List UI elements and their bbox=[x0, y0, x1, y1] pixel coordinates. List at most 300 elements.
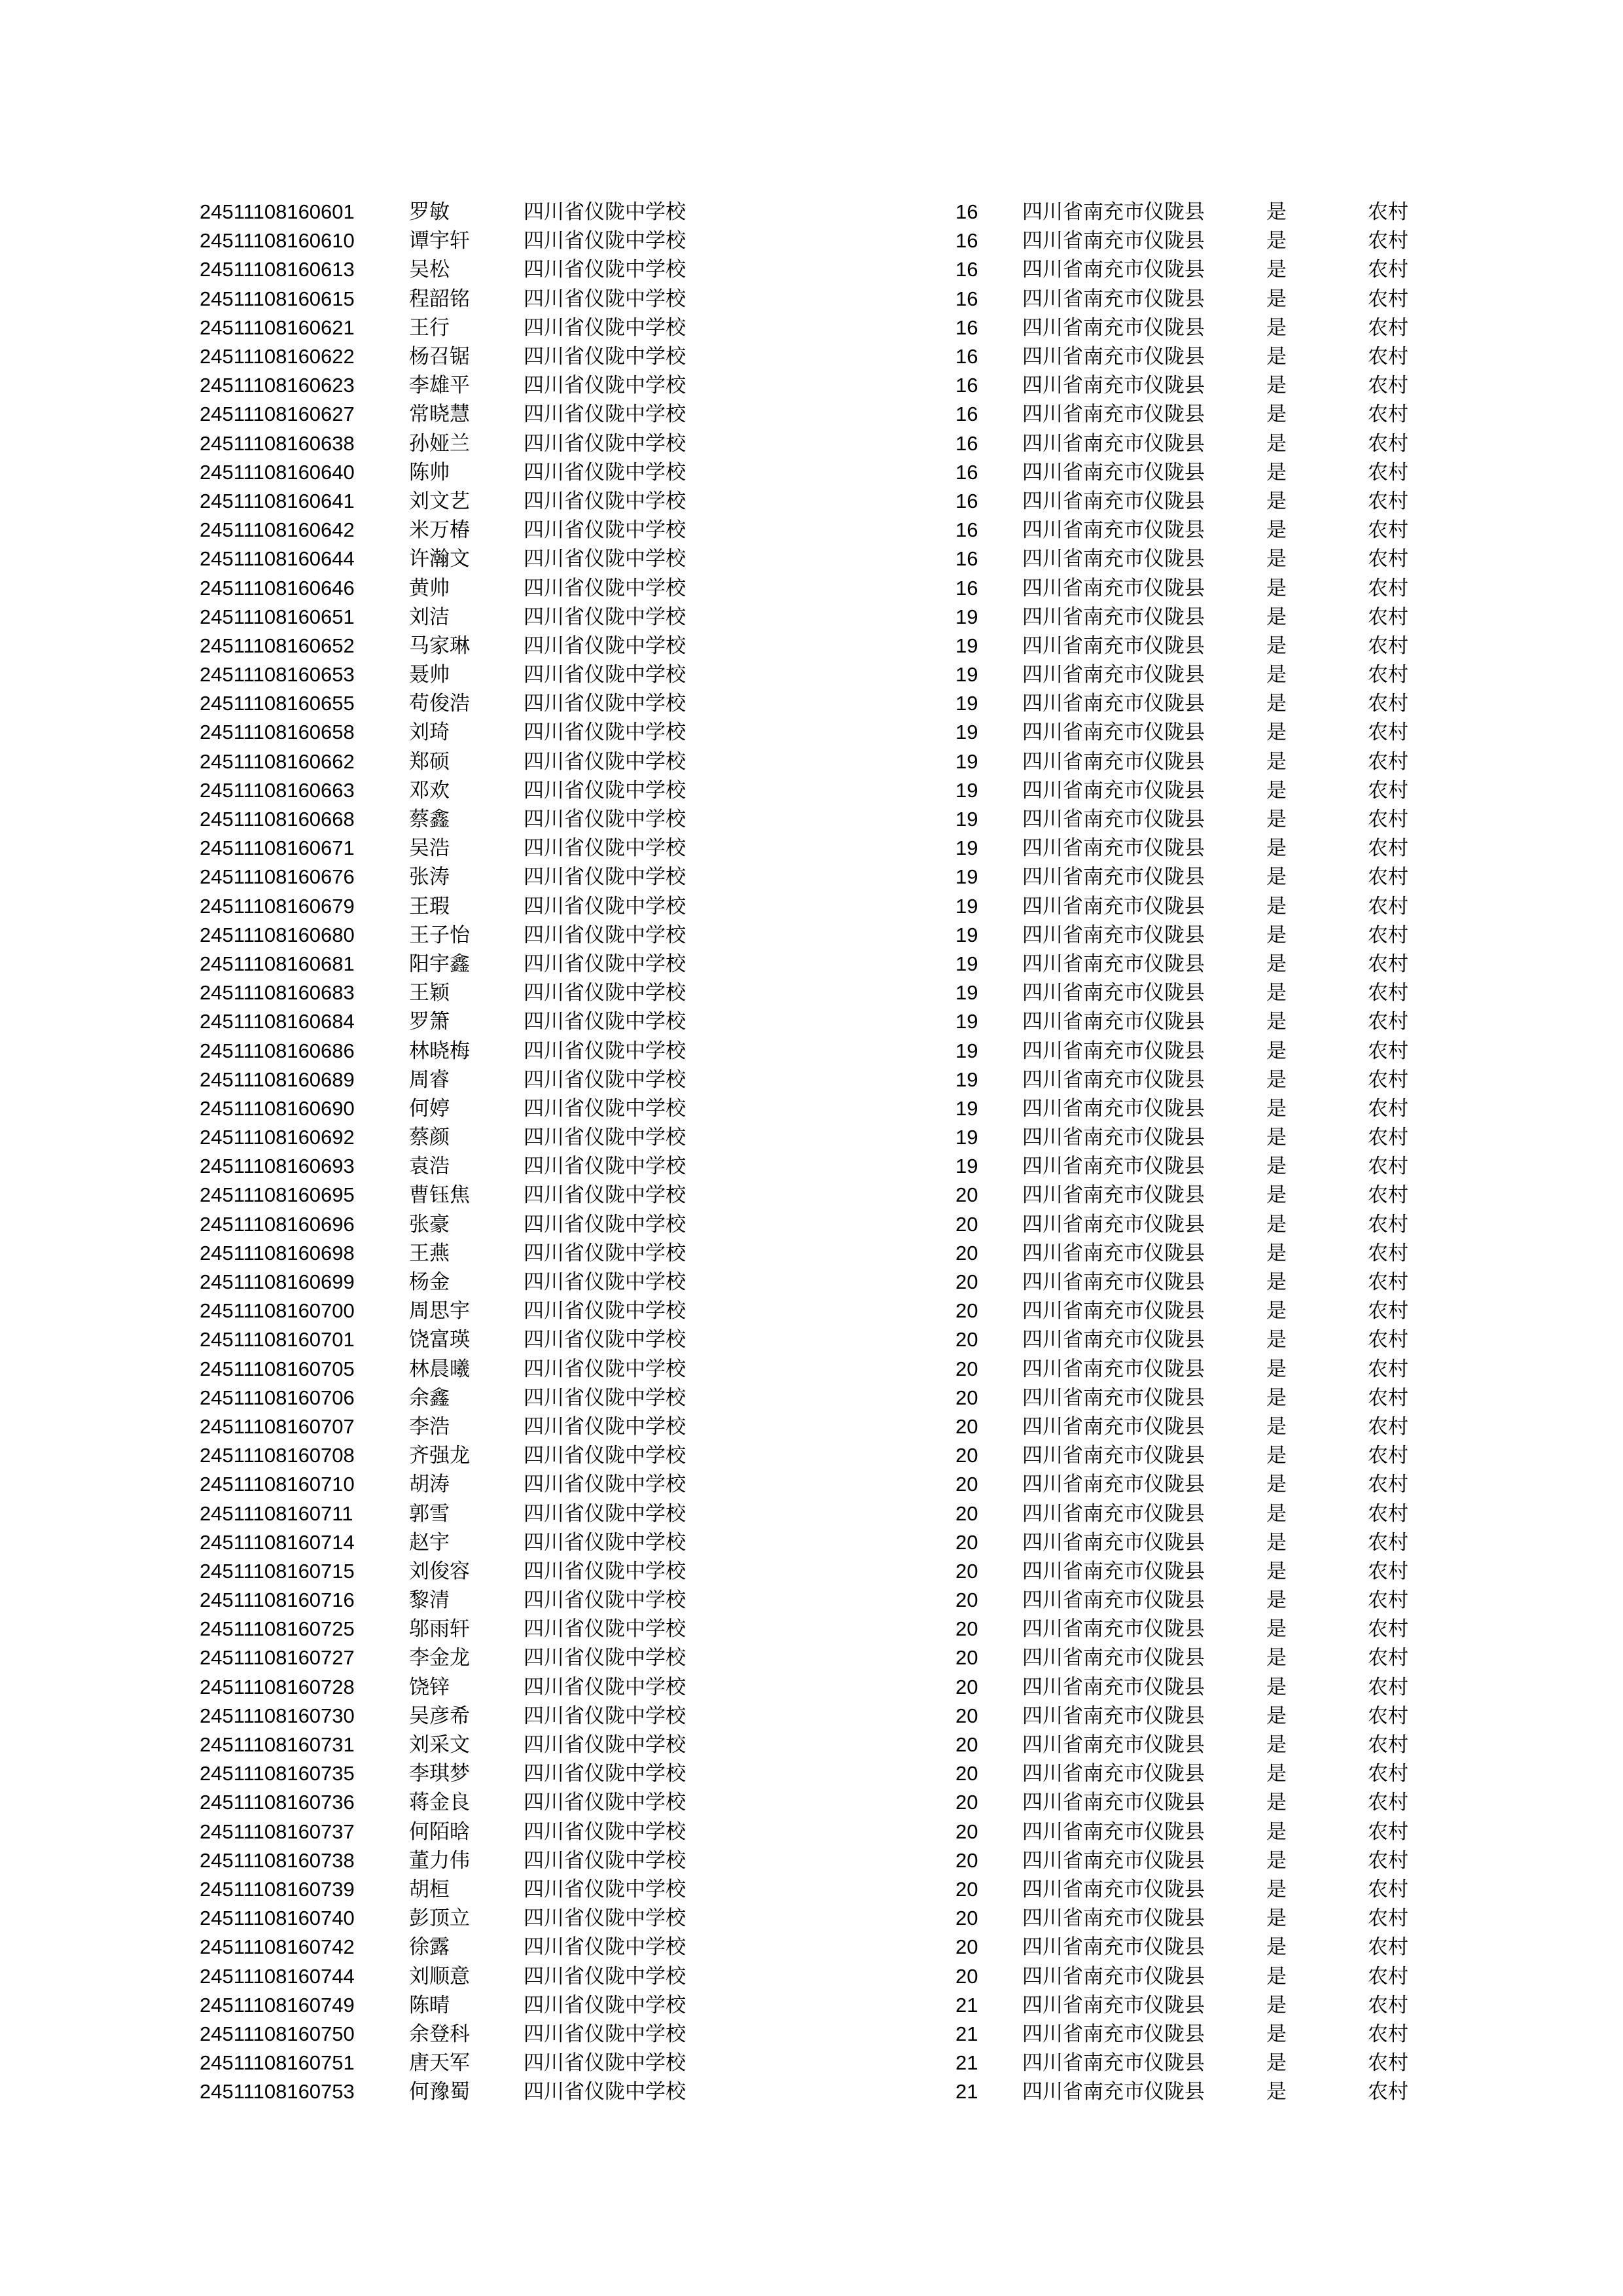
school-name-cell: 四川省仪陇中学校 bbox=[524, 1935, 686, 1960]
number-cell: 19 bbox=[955, 692, 978, 715]
table-row bbox=[200, 689, 1430, 718]
flag-cell: 是 bbox=[1266, 778, 1287, 802]
area-type-cell: 农村 bbox=[1368, 865, 1408, 889]
flag-cell: 是 bbox=[1266, 1270, 1287, 1295]
school-name-cell: 四川省仪陇中学校 bbox=[524, 489, 686, 513]
area-type-cell: 农村 bbox=[1368, 1964, 1408, 1988]
school-name-cell: 四川省仪陇中学校 bbox=[524, 1848, 686, 1873]
candidate-id-cell: 24511108160716 bbox=[200, 1588, 355, 1612]
area-type-cell: 农村 bbox=[1368, 1617, 1408, 1641]
student-name-cell: 郑硕 bbox=[409, 749, 450, 774]
student-name-cell: 王燕 bbox=[409, 1241, 450, 1265]
school-name-cell: 四川省仪陇中学校 bbox=[524, 1096, 686, 1121]
table-row bbox=[200, 573, 1430, 602]
student-name-cell: 邓欢 bbox=[409, 778, 450, 802]
table-row bbox=[200, 545, 1430, 573]
student-name-cell: 聂帅 bbox=[409, 663, 450, 687]
area-type-cell: 农村 bbox=[1368, 576, 1408, 600]
table-row bbox=[200, 226, 1430, 255]
candidate-id-cell: 24511108160679 bbox=[200, 894, 355, 918]
region-cell: 四川省南充市仪陇县 bbox=[1022, 403, 1205, 427]
school-name-cell: 四川省仪陇中学校 bbox=[524, 200, 686, 224]
candidate-id-cell: 24511108160689 bbox=[200, 1067, 355, 1091]
student-name-cell: 王颖 bbox=[409, 981, 450, 1005]
region-cell: 四川省南充市仪陇县 bbox=[1022, 287, 1205, 311]
candidate-id-cell: 24511108160601 bbox=[200, 200, 355, 224]
area-type-cell: 农村 bbox=[1368, 836, 1408, 861]
region-cell: 四川省南充市仪陇县 bbox=[1022, 1675, 1205, 1699]
student-name-cell: 黎清 bbox=[409, 1588, 450, 1613]
table-row bbox=[200, 718, 1430, 747]
region-cell: 四川省南充市仪陇县 bbox=[1022, 1010, 1205, 1034]
school-name-cell: 四川省仪陇中学校 bbox=[524, 1039, 686, 1063]
region-cell: 四川省南充市仪陇县 bbox=[1022, 2080, 1205, 2104]
candidate-id-cell: 24511108160710 bbox=[200, 1473, 355, 1496]
region-cell: 四川省南充市仪陇县 bbox=[1022, 981, 1205, 1005]
region-cell: 四川省南充市仪陇县 bbox=[1022, 518, 1205, 543]
number-cell: 21 bbox=[955, 1993, 978, 2017]
area-type-cell: 农村 bbox=[1368, 952, 1408, 976]
table-row bbox=[200, 1731, 1430, 1759]
area-type-cell: 农村 bbox=[1368, 1704, 1408, 1728]
region-cell: 四川省南充市仪陇县 bbox=[1022, 721, 1205, 745]
region-cell: 四川省南充市仪陇县 bbox=[1022, 1964, 1205, 1988]
student-name-cell: 杨召锯 bbox=[409, 345, 470, 369]
candidate-id-cell: 24511108160739 bbox=[200, 1877, 355, 1901]
region-cell: 四川省南充市仪陇县 bbox=[1022, 1386, 1205, 1410]
candidate-id-cell: 24511108160714 bbox=[200, 1530, 355, 1554]
table-row bbox=[200, 1094, 1430, 1123]
candidate-id-cell: 24511108160753 bbox=[200, 2080, 355, 2104]
flag-cell: 是 bbox=[1266, 894, 1287, 918]
table-row bbox=[200, 950, 1430, 978]
flag-cell: 是 bbox=[1266, 1067, 1287, 1092]
region-cell: 四川省南充市仪陇县 bbox=[1022, 229, 1205, 253]
flag-cell: 是 bbox=[1266, 663, 1287, 687]
area-type-cell: 农村 bbox=[1368, 1126, 1408, 1150]
area-type-cell: 农村 bbox=[1368, 692, 1408, 716]
student-name-cell: 何豫蜀 bbox=[409, 2080, 470, 2104]
student-name-cell: 吴松 bbox=[409, 258, 450, 282]
candidate-id-cell: 24511108160744 bbox=[200, 1964, 355, 1988]
flag-cell: 是 bbox=[1266, 403, 1287, 427]
flag-cell: 是 bbox=[1266, 1588, 1287, 1613]
area-type-cell: 农村 bbox=[1368, 1791, 1408, 1815]
candidate-id-cell: 24511108160638 bbox=[200, 431, 355, 455]
school-name-cell: 四川省仪陇中学校 bbox=[524, 836, 686, 861]
candidate-id-cell: 24511108160728 bbox=[200, 1675, 355, 1698]
flag-cell: 是 bbox=[1266, 923, 1287, 947]
number-cell: 20 bbox=[955, 1964, 978, 1988]
flag-cell: 是 bbox=[1266, 576, 1287, 600]
number-cell: 19 bbox=[955, 894, 978, 918]
area-type-cell: 农村 bbox=[1368, 315, 1408, 340]
flag-cell: 是 bbox=[1266, 2080, 1287, 2104]
table-row bbox=[200, 2077, 1430, 2106]
region-cell: 四川省南充市仪陇县 bbox=[1022, 1299, 1205, 1323]
region-cell: 四川省南充市仪陇县 bbox=[1022, 374, 1205, 398]
flag-cell: 是 bbox=[1266, 952, 1287, 976]
number-cell: 19 bbox=[955, 865, 978, 889]
school-name-cell: 四川省仪陇中学校 bbox=[524, 287, 686, 311]
school-name-cell: 四川省仪陇中学校 bbox=[524, 1877, 686, 1901]
school-name-cell: 四川省仪陇中学校 bbox=[524, 1241, 686, 1265]
school-name-cell: 四川省仪陇中学校 bbox=[524, 1791, 686, 1815]
area-type-cell: 农村 bbox=[1368, 2080, 1408, 2104]
number-cell: 21 bbox=[955, 2051, 978, 2075]
flag-cell: 是 bbox=[1266, 489, 1287, 513]
table-row bbox=[200, 314, 1430, 342]
region-cell: 四川省南充市仪陇县 bbox=[1022, 1877, 1205, 1901]
area-type-cell: 农村 bbox=[1368, 663, 1408, 687]
region-cell: 四川省南充市仪陇县 bbox=[1022, 2022, 1205, 2046]
number-cell: 21 bbox=[955, 2022, 978, 2045]
table-row bbox=[200, 1412, 1430, 1441]
number-cell: 20 bbox=[955, 1762, 978, 1785]
flag-cell: 是 bbox=[1266, 1935, 1287, 1960]
flag-cell: 是 bbox=[1266, 1299, 1287, 1323]
flag-cell: 是 bbox=[1266, 1559, 1287, 1583]
student-name-cell: 孙娅兰 bbox=[409, 431, 470, 456]
table-row bbox=[200, 1528, 1430, 1557]
area-type-cell: 农村 bbox=[1368, 605, 1408, 629]
school-name-cell: 四川省仪陇中学校 bbox=[524, 1530, 686, 1554]
school-name-cell: 四川省仪陇中学校 bbox=[524, 460, 686, 484]
area-type-cell: 农村 bbox=[1368, 981, 1408, 1005]
region-cell: 四川省南充市仪陇县 bbox=[1022, 1762, 1205, 1786]
candidate-id-cell: 24511108160671 bbox=[200, 836, 355, 860]
candidate-id-cell: 24511108160663 bbox=[200, 778, 355, 802]
number-cell: 19 bbox=[955, 605, 978, 628]
candidate-id-cell: 24511108160690 bbox=[200, 1096, 355, 1120]
table-row bbox=[200, 1673, 1430, 1702]
region-cell: 四川省南充市仪陇县 bbox=[1022, 547, 1205, 571]
school-name-cell: 四川省仪陇中学校 bbox=[524, 923, 686, 947]
area-type-cell: 农村 bbox=[1368, 923, 1408, 947]
candidate-id-cell: 24511108160646 bbox=[200, 576, 355, 600]
table-row bbox=[200, 1643, 1430, 1672]
area-type-cell: 农村 bbox=[1368, 403, 1408, 427]
flag-cell: 是 bbox=[1266, 258, 1287, 282]
table-row bbox=[200, 1384, 1430, 1412]
number-cell: 16 bbox=[955, 229, 978, 253]
flag-cell: 是 bbox=[1266, 1907, 1287, 1931]
table-row bbox=[200, 1007, 1430, 1036]
candidate-id-cell: 24511108160683 bbox=[200, 981, 355, 1005]
region-cell: 四川省南充市仪陇县 bbox=[1022, 952, 1205, 976]
flag-cell: 是 bbox=[1266, 1762, 1287, 1786]
flag-cell: 是 bbox=[1266, 1733, 1287, 1757]
table-row bbox=[200, 1586, 1430, 1615]
area-type-cell: 农村 bbox=[1368, 1010, 1408, 1034]
region-cell: 四川省南充市仪陇县 bbox=[1022, 692, 1205, 716]
region-cell: 四川省南充市仪陇县 bbox=[1022, 1067, 1205, 1092]
candidate-id-cell: 24511108160640 bbox=[200, 460, 355, 484]
student-name-cell: 郭雪 bbox=[409, 1501, 450, 1526]
number-cell: 19 bbox=[955, 663, 978, 687]
number-cell: 16 bbox=[955, 345, 978, 368]
area-type-cell: 农村 bbox=[1368, 1820, 1408, 1844]
flag-cell: 是 bbox=[1266, 1414, 1287, 1439]
region-cell: 四川省南充市仪陇县 bbox=[1022, 1126, 1205, 1150]
area-type-cell: 农村 bbox=[1368, 1935, 1408, 1960]
area-type-cell: 农村 bbox=[1368, 1357, 1408, 1381]
student-name-cell: 刘文艺 bbox=[409, 489, 470, 513]
school-name-cell: 四川省仪陇中学校 bbox=[524, 345, 686, 369]
student-name-cell: 刘琦 bbox=[409, 721, 450, 745]
region-cell: 四川省南充市仪陇县 bbox=[1022, 605, 1205, 629]
candidate-id-cell: 24511108160706 bbox=[200, 1386, 355, 1409]
student-name-cell: 彭顶立 bbox=[409, 1907, 470, 1931]
school-name-cell: 四川省仪陇中学校 bbox=[524, 1473, 686, 1497]
table-row bbox=[200, 400, 1430, 429]
area-type-cell: 农村 bbox=[1368, 749, 1408, 774]
table-row bbox=[200, 978, 1430, 1007]
student-name-cell: 何婷 bbox=[409, 1096, 450, 1121]
student-name-cell: 罗箫 bbox=[409, 1010, 450, 1034]
candidate-id-cell: 24511108160642 bbox=[200, 518, 355, 542]
student-name-cell: 李琪梦 bbox=[409, 1762, 470, 1786]
candidate-id-cell: 24511108160693 bbox=[200, 1155, 355, 1178]
area-type-cell: 农村 bbox=[1368, 547, 1408, 571]
flag-cell: 是 bbox=[1266, 634, 1287, 658]
region-cell: 四川省南充市仪陇县 bbox=[1022, 1501, 1205, 1526]
candidate-id-cell: 24511108160622 bbox=[200, 345, 355, 368]
student-name-cell: 吴彦希 bbox=[409, 1704, 470, 1728]
student-name-cell: 米万椿 bbox=[409, 518, 470, 543]
region-cell: 四川省南充市仪陇县 bbox=[1022, 808, 1205, 832]
student-name-cell: 饶锌 bbox=[409, 1675, 450, 1699]
number-cell: 20 bbox=[955, 1646, 978, 1670]
school-name-cell: 四川省仪陇中学校 bbox=[524, 663, 686, 687]
school-name-cell: 四川省仪陇中学校 bbox=[524, 1559, 686, 1583]
area-type-cell: 农村 bbox=[1368, 1328, 1408, 1352]
table-row bbox=[200, 1325, 1430, 1354]
flag-cell: 是 bbox=[1266, 1820, 1287, 1844]
number-cell: 20 bbox=[955, 1935, 978, 1959]
flag-cell: 是 bbox=[1266, 1530, 1287, 1554]
school-name-cell: 四川省仪陇中学校 bbox=[524, 1964, 686, 1988]
area-type-cell: 农村 bbox=[1368, 1183, 1408, 1208]
school-name-cell: 四川省仪陇中学校 bbox=[524, 1444, 686, 1468]
area-type-cell: 农村 bbox=[1368, 1067, 1408, 1092]
school-name-cell: 四川省仪陇中学校 bbox=[524, 374, 686, 398]
number-cell: 16 bbox=[955, 460, 978, 484]
area-type-cell: 农村 bbox=[1368, 1212, 1408, 1236]
school-name-cell: 四川省仪陇中学校 bbox=[524, 1299, 686, 1323]
student-name-cell: 何陌晗 bbox=[409, 1820, 470, 1844]
area-type-cell: 农村 bbox=[1368, 1039, 1408, 1063]
number-cell: 19 bbox=[955, 721, 978, 744]
number-cell: 20 bbox=[955, 1501, 978, 1525]
school-name-cell: 四川省仪陇中学校 bbox=[524, 721, 686, 745]
school-name-cell: 四川省仪陇中学校 bbox=[524, 1762, 686, 1786]
student-name-cell: 余鑫 bbox=[409, 1386, 450, 1410]
student-name-cell: 曹钰焦 bbox=[409, 1183, 470, 1208]
flag-cell: 是 bbox=[1266, 1386, 1287, 1410]
number-cell: 20 bbox=[955, 1559, 978, 1583]
student-name-cell: 苟俊浩 bbox=[409, 692, 470, 716]
number-cell: 19 bbox=[955, 749, 978, 773]
table-row bbox=[200, 805, 1430, 834]
school-name-cell: 四川省仪陇中学校 bbox=[524, 634, 686, 658]
number-cell: 19 bbox=[955, 1039, 978, 1062]
table-row bbox=[200, 1759, 1430, 1788]
student-name-cell: 王瑕 bbox=[409, 894, 450, 918]
flag-cell: 是 bbox=[1266, 345, 1287, 369]
table-row bbox=[200, 342, 1430, 371]
candidate-id-cell: 24511108160658 bbox=[200, 721, 355, 744]
student-name-cell: 李浩 bbox=[409, 1414, 450, 1439]
number-cell: 20 bbox=[955, 1414, 978, 1438]
number-cell: 20 bbox=[955, 1357, 978, 1380]
flag-cell: 是 bbox=[1266, 1357, 1287, 1381]
table-row bbox=[200, 1875, 1430, 1904]
student-name-cell: 齐强龙 bbox=[409, 1444, 470, 1468]
flag-cell: 是 bbox=[1266, 1617, 1287, 1641]
area-type-cell: 农村 bbox=[1368, 1096, 1408, 1121]
area-type-cell: 农村 bbox=[1368, 1588, 1408, 1613]
student-name-cell: 马家琳 bbox=[409, 634, 470, 658]
school-name-cell: 四川省仪陇中学校 bbox=[524, 1675, 686, 1699]
flag-cell: 是 bbox=[1266, 1993, 1287, 2017]
region-cell: 四川省南充市仪陇县 bbox=[1022, 460, 1205, 484]
table-row bbox=[200, 1933, 1430, 1962]
candidate-id-cell: 24511108160701 bbox=[200, 1328, 355, 1352]
region-cell: 四川省南充市仪陇县 bbox=[1022, 1270, 1205, 1295]
number-cell: 16 bbox=[955, 403, 978, 426]
table-row bbox=[200, 1962, 1430, 1990]
candidate-id-cell: 24511108160621 bbox=[200, 315, 355, 339]
student-name-cell: 林晨曦 bbox=[409, 1357, 470, 1381]
table-row bbox=[200, 1355, 1430, 1384]
candidate-id-cell: 24511108160644 bbox=[200, 547, 355, 571]
flag-cell: 是 bbox=[1266, 1096, 1287, 1121]
candidate-id-cell: 24511108160700 bbox=[200, 1299, 355, 1323]
area-type-cell: 农村 bbox=[1368, 2051, 1408, 2075]
flag-cell: 是 bbox=[1266, 315, 1287, 340]
number-cell: 19 bbox=[955, 1096, 978, 1120]
school-name-cell: 四川省仪陇中学校 bbox=[524, 2022, 686, 2046]
area-type-cell: 农村 bbox=[1368, 1848, 1408, 1873]
school-name-cell: 四川省仪陇中学校 bbox=[524, 1733, 686, 1757]
table-row bbox=[200, 1470, 1430, 1499]
number-cell: 20 bbox=[955, 1704, 978, 1727]
table-row bbox=[200, 1557, 1430, 1586]
area-type-cell: 农村 bbox=[1368, 1414, 1408, 1439]
table-row bbox=[200, 516, 1430, 545]
school-name-cell: 四川省仪陇中学校 bbox=[524, 2051, 686, 2075]
number-cell: 20 bbox=[955, 1299, 978, 1323]
student-name-cell: 张豪 bbox=[409, 1212, 450, 1236]
table-row bbox=[200, 776, 1430, 805]
table-row bbox=[200, 255, 1430, 284]
number-cell: 20 bbox=[955, 1212, 978, 1236]
number-cell: 16 bbox=[955, 489, 978, 512]
region-cell: 四川省南充市仪陇县 bbox=[1022, 1559, 1205, 1583]
region-cell: 四川省南充市仪陇县 bbox=[1022, 431, 1205, 456]
school-name-cell: 四川省仪陇中学校 bbox=[524, 258, 686, 282]
student-name-cell: 董力伟 bbox=[409, 1848, 470, 1873]
flag-cell: 是 bbox=[1266, 692, 1287, 716]
candidate-id-cell: 24511108160705 bbox=[200, 1357, 355, 1380]
number-cell: 19 bbox=[955, 778, 978, 802]
number-cell: 20 bbox=[955, 1791, 978, 1814]
student-name-cell: 杨金 bbox=[409, 1270, 450, 1295]
school-name-cell: 四川省仪陇中学校 bbox=[524, 1704, 686, 1728]
flag-cell: 是 bbox=[1266, 287, 1287, 311]
student-name-cell: 李金龙 bbox=[409, 1646, 470, 1670]
school-name-cell: 四川省仪陇中学校 bbox=[524, 894, 686, 918]
region-cell: 四川省南充市仪陇县 bbox=[1022, 576, 1205, 600]
student-name-cell: 罗敏 bbox=[409, 200, 450, 224]
number-cell: 20 bbox=[955, 1617, 978, 1641]
candidate-id-cell: 24511108160676 bbox=[200, 865, 355, 889]
student-name-cell: 周思宇 bbox=[409, 1299, 470, 1323]
candidate-id-cell: 24511108160751 bbox=[200, 2051, 355, 2075]
table-row bbox=[200, 1268, 1430, 1297]
candidate-id-cell: 24511108160725 bbox=[200, 1617, 355, 1641]
school-name-cell: 四川省仪陇中学校 bbox=[524, 1993, 686, 2017]
school-name-cell: 四川省仪陇中学校 bbox=[524, 1067, 686, 1092]
school-name-cell: 四川省仪陇中学校 bbox=[524, 1155, 686, 1179]
candidate-id-cell: 24511108160655 bbox=[200, 692, 355, 715]
flag-cell: 是 bbox=[1266, 460, 1287, 484]
number-cell: 20 bbox=[955, 1820, 978, 1843]
candidate-id-cell: 24511108160627 bbox=[200, 403, 355, 426]
student-name-cell: 蔡颜 bbox=[409, 1126, 450, 1150]
school-name-cell: 四川省仪陇中学校 bbox=[524, 1501, 686, 1526]
school-name-cell: 四川省仪陇中学校 bbox=[524, 1212, 686, 1236]
school-name-cell: 四川省仪陇中学校 bbox=[524, 576, 686, 600]
flag-cell: 是 bbox=[1266, 808, 1287, 832]
flag-cell: 是 bbox=[1266, 981, 1287, 1005]
school-name-cell: 四川省仪陇中学校 bbox=[524, 605, 686, 629]
region-cell: 四川省南充市仪陇县 bbox=[1022, 345, 1205, 369]
area-type-cell: 农村 bbox=[1368, 1993, 1408, 2017]
candidate-id-cell: 24511108160653 bbox=[200, 663, 355, 687]
number-cell: 19 bbox=[955, 981, 978, 1005]
candidate-id-cell: 24511108160707 bbox=[200, 1414, 355, 1438]
flag-cell: 是 bbox=[1266, 749, 1287, 774]
candidate-id-cell: 24511108160652 bbox=[200, 634, 355, 657]
student-name-cell: 许瀚文 bbox=[409, 547, 470, 571]
school-name-cell: 四川省仪陇中学校 bbox=[524, 1357, 686, 1381]
number-cell: 20 bbox=[955, 1675, 978, 1698]
flag-cell: 是 bbox=[1266, 1473, 1287, 1497]
school-name-cell: 四川省仪陇中学校 bbox=[524, 865, 686, 889]
student-name-cell: 余登科 bbox=[409, 2022, 470, 2046]
table-row bbox=[200, 487, 1430, 516]
student-name-cell: 袁浩 bbox=[409, 1155, 450, 1179]
table-row bbox=[200, 429, 1430, 458]
flag-cell: 是 bbox=[1266, 1010, 1287, 1034]
table-row bbox=[200, 1788, 1430, 1817]
candidate-id-cell: 24511108160715 bbox=[200, 1559, 355, 1583]
flag-cell: 是 bbox=[1266, 374, 1287, 398]
school-name-cell: 四川省仪陇中学校 bbox=[524, 1907, 686, 1931]
flag-cell: 是 bbox=[1266, 1964, 1287, 1988]
table-row bbox=[200, 1297, 1430, 1325]
table-row bbox=[200, 1066, 1430, 1094]
school-name-cell: 四川省仪陇中学校 bbox=[524, 749, 686, 774]
school-name-cell: 四川省仪陇中学校 bbox=[524, 431, 686, 456]
student-name-cell: 徐露 bbox=[409, 1935, 450, 1960]
table-row bbox=[200, 1991, 1430, 2020]
area-type-cell: 农村 bbox=[1368, 1299, 1408, 1323]
table-row bbox=[200, 1904, 1430, 1933]
roster-table-body bbox=[200, 198, 1430, 2106]
